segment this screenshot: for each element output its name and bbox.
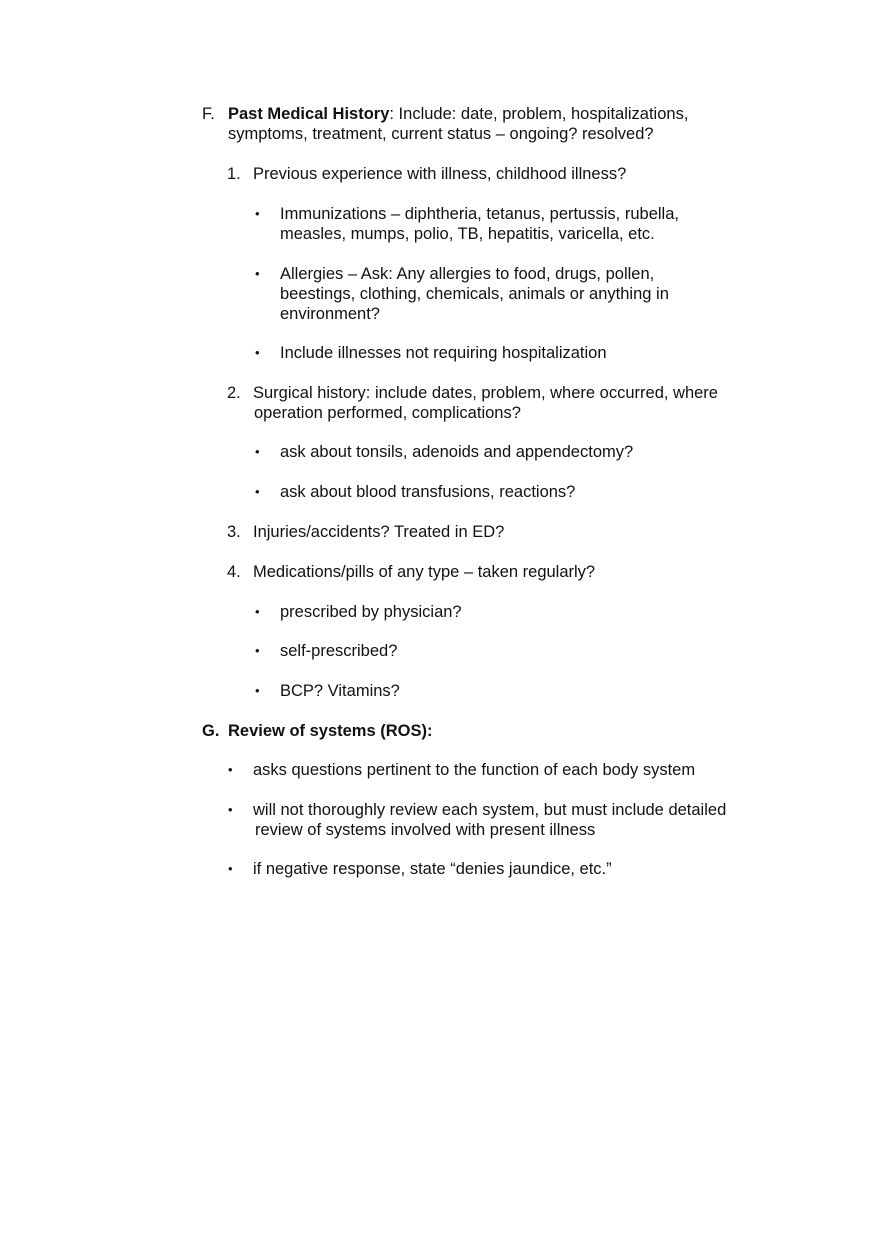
section-f-line1 <box>228 104 762 124</box>
item-2 <box>227 383 757 423</box>
list-item <box>255 641 725 661</box>
item-2-line1: Surgical history: include dates, problem, where occurred, where <box>253 384 718 402</box>
bullet-line: review of systems involved with present illness <box>255 821 596 839</box>
bullet-icon: • <box>255 604 260 619</box>
bullet-icon: • <box>255 444 260 459</box>
item-3-text: Injuries/accidents? Treated in ED? <box>253 523 505 541</box>
list-item <box>255 482 725 502</box>
bullet-line: beestings, clothing, chemicals, animals or anything in <box>280 285 669 303</box>
item-3-number: 3. <box>227 523 241 541</box>
list-item <box>255 343 725 363</box>
list-item <box>228 800 768 840</box>
bullet-icon: • <box>255 643 260 658</box>
bullet-line: ask about blood transfusions, reactions? <box>280 483 576 501</box>
bullet-line: environment? <box>280 305 380 323</box>
list-item <box>255 602 725 622</box>
section-f <box>202 104 762 144</box>
bullet-icon: • <box>228 762 233 777</box>
bullet-icon: • <box>228 861 233 876</box>
bullet-icon: • <box>228 802 233 817</box>
bullet-line: ask about tonsils, adenoids and appendectomy? <box>280 443 634 461</box>
section-g <box>202 721 762 741</box>
bullet-icon: • <box>255 683 260 698</box>
list-item <box>228 760 768 780</box>
item-2-number: 2. <box>227 384 241 402</box>
bullet-line: BCP? Vitamins? <box>280 682 400 700</box>
section-f-line1-rest: : Include: date, problem, hospitalizations, <box>389 105 689 123</box>
bullet-line: will not thoroughly review each system, but must include detailed <box>253 801 727 819</box>
list-item <box>255 204 725 244</box>
item-1 <box>227 164 757 184</box>
item-4-number: 4. <box>227 563 241 581</box>
bullet-line: self-prescribed? <box>280 642 398 660</box>
section-g-title: Review of systems (ROS): <box>228 722 433 740</box>
bullet-icon: • <box>255 345 260 360</box>
section-f-letter: F. <box>202 105 215 123</box>
list-item <box>228 859 768 879</box>
section-g-letter: G. <box>202 722 220 740</box>
bullet-line: Immunizations – diphtheria, tetanus, pertussis, rubella, <box>280 205 679 223</box>
list-item <box>255 442 725 462</box>
item-1-text: Previous experience with illness, childhood illness? <box>253 165 627 183</box>
bullet-line: measles, mumps, polio, TB, hepatitis, varicella, etc. <box>280 225 655 243</box>
list-item <box>255 264 725 324</box>
bullet-line: Include illnesses not requiring hospitalization <box>280 344 607 362</box>
section-f-line2: symptoms, treatment, current status – ongoing? resolved? <box>228 125 654 143</box>
item-4-text: Medications/pills of any type – taken regularly? <box>253 563 596 581</box>
bullet-icon: • <box>255 266 260 281</box>
section-f-title: Past Medical History <box>228 105 390 123</box>
bullet-line: Allergies – Ask: Any allergies to food, drugs, pollen, <box>280 265 655 283</box>
item-1-number: 1. <box>227 165 241 183</box>
bullet-line: asks questions pertinent to the function of each body system <box>253 761 696 779</box>
list-item <box>255 681 725 701</box>
bullet-icon: • <box>255 206 260 221</box>
item-2-line2: operation performed, complications? <box>254 404 521 422</box>
item-3 <box>227 522 757 542</box>
bullet-line: if negative response, state “denies jaundice, etc.” <box>253 860 612 878</box>
item-4 <box>227 562 757 582</box>
bullet-icon: • <box>255 484 260 499</box>
bullet-line: prescribed by physician? <box>280 603 462 621</box>
